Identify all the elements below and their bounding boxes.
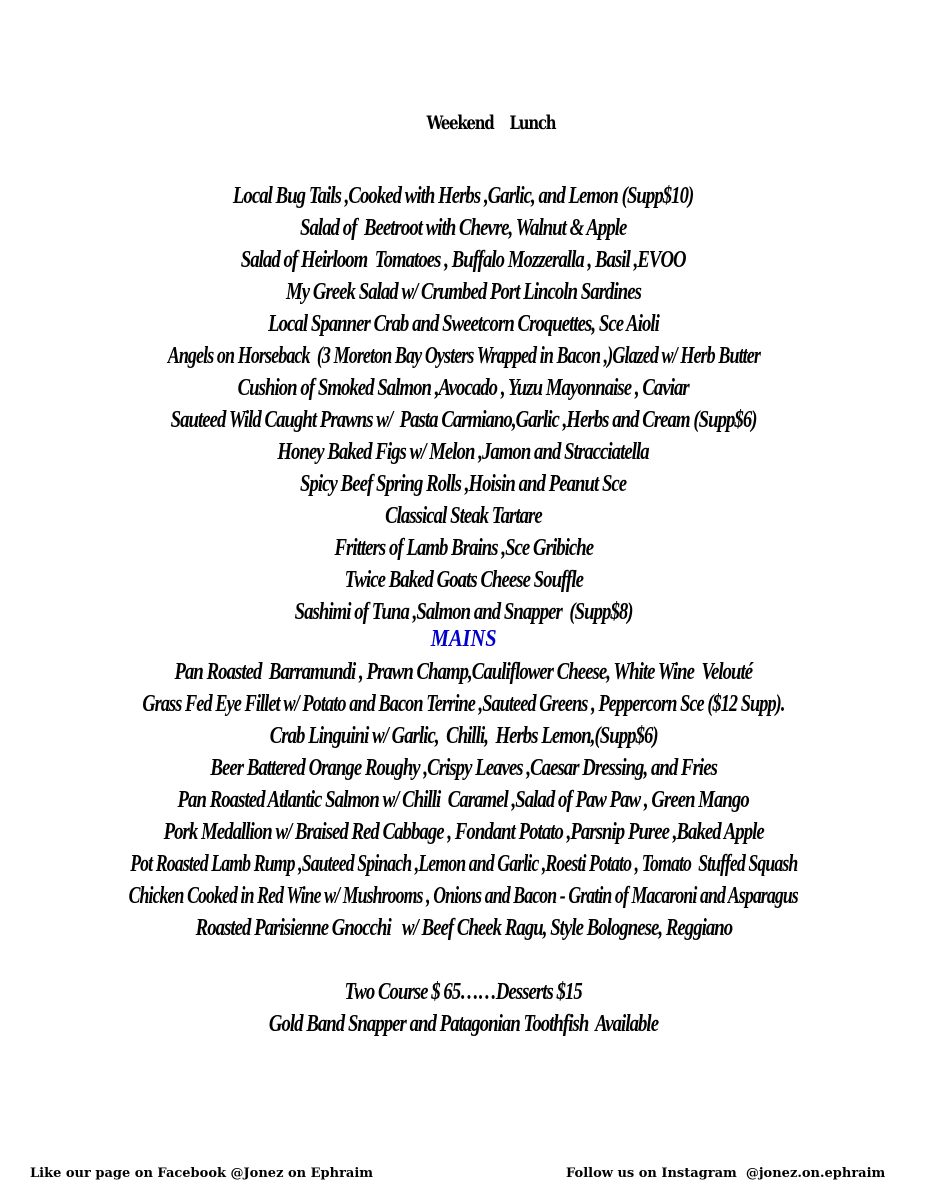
entree-item-12 <box>0 532 927 564</box>
main-item-3 <box>0 720 927 752</box>
availability-line <box>0 1008 927 1040</box>
main-item-text: Roasted Parisienne Gnocchi w/ Beef Cheek Ragu, Style Bolognese, Reggiano <box>195 915 732 941</box>
mains-heading-text: MAINS <box>430 626 497 652</box>
main-item-8 <box>0 880 927 912</box>
entree-item-8 <box>0 404 927 436</box>
entree-item-9 <box>0 436 927 468</box>
entree-item-text: Classical Steak Tartare <box>385 503 542 529</box>
main-item-text: Pan Roasted Barramundi , Prawn Champ,Cauliflower Cheese, White Wine Velouté <box>174 659 753 685</box>
instagram-footer: Follow us on Instagram @jonez.on.ephraim <box>566 1166 886 1181</box>
mains-heading <box>0 623 927 655</box>
entree-item-text: Spicy Beef Spring Rolls ,Hoisin and Peanut Sce <box>300 471 627 497</box>
entree-item-text: Angels on Horseback (3 Moreton Bay Oysters Wrapped in Bacon ,)Glazed w/ Herb Butter <box>167 343 760 369</box>
main-item-text: Chicken Cooked in Red Wine w/ Mushrooms , Onions and Bacon - Gratin of Macaroni and Asparagus <box>128 883 799 909</box>
pricing-line <box>0 976 927 1008</box>
main-item-7 <box>0 848 927 880</box>
entree-item-6 <box>0 340 927 372</box>
main-item-4 <box>0 752 927 784</box>
main-item-text: Crab Linguini w/ Garlic, Chilli, Herbs Lemon,(Supp$6) <box>269 723 658 749</box>
main-item-2 <box>0 688 927 720</box>
entree-item-text: Cushion of Smoked Salmon ,Avocado , Yuzu Mayonnaise , Caviar <box>237 375 690 401</box>
main-item-text: Grass Fed Eye Fillet w/ Potato and Bacon Terrine ,Sauteed Greens , Peppercorn Sce ($12 Supp). <box>142 691 785 717</box>
entree-item-text: Twice Baked Goats Cheese Souffle <box>344 567 583 593</box>
entree-item-text: Salad of Beetroot with Chevre, Walnut & Apple <box>300 215 627 241</box>
entree-item-2 <box>0 212 927 244</box>
entree-item-3 <box>0 244 927 276</box>
entree-item-5 <box>0 308 927 340</box>
entree-item-text: Salad of Heirloom Tomatoes , Buffalo Mozzeralla , Basil ,EVOO <box>241 247 686 273</box>
entree-item-text: Fritters of Lamb Brains ,Sce Gribiche <box>334 535 593 561</box>
main-item-1 <box>0 656 927 688</box>
main-item-6 <box>0 816 927 848</box>
main-item-text: Pork Medallion w/ Braised Red Cabbage , Fondant Potato ,Parsnip Puree ,Baked Apple <box>163 819 764 845</box>
main-item-9 <box>0 912 927 944</box>
main-item-5 <box>0 784 927 816</box>
entree-item-text: Sashimi of Tuna ,Salmon and Snapper (Supp$8) <box>294 599 633 625</box>
entree-item-text: Local Bug Tails ,Cooked with Herbs ,Garlic, and Lemon (Supp$10) <box>233 183 694 209</box>
availability-text: Gold Band Snapper and Patagonian Toothfish Available <box>268 1011 659 1037</box>
entree-item-text: Sauteed Wild Caught Prawns w/ Pasta Carmiano,Garlic ,Herbs and Cream (Supp$6) <box>170 407 757 433</box>
menu-title: Weekend Lunch <box>426 112 556 134</box>
facebook-footer: Like our page on Facebook @Jonez on Ephraim <box>30 1166 374 1181</box>
main-item-text: Pan Roasted Atlantic Salmon w/ Chilli Caramel ,Salad of Paw Paw , Green Mango <box>177 787 750 813</box>
entree-item-4 <box>0 276 927 308</box>
entree-item-text: Honey Baked Figs w/ Melon ,Jamon and Stracciatella <box>277 439 650 465</box>
entree-item-11 <box>0 500 927 532</box>
entree-item-7 <box>0 372 927 404</box>
main-item-text: Beer Battered Orange Roughy ,Crispy Leaves ,Caesar Dressing, and Fries <box>210 755 717 781</box>
entree-item-1 <box>0 180 927 212</box>
entree-item-text: My Greek Salad w/ Crumbed Port Lincoln Sardines <box>286 279 641 305</box>
entree-item-13 <box>0 564 927 596</box>
pricing-text: Two Course $ 65……Desserts $15 <box>344 979 583 1005</box>
entree-item-text: Local Spanner Crab and Sweetcorn Croquettes, Sce Aioli <box>268 311 659 337</box>
main-item-text: Pot Roasted Lamb Rump ,Sauteed Spinach ,Lemon and Garlic ,Roesti Potato , Tomato Stuffed Squash <box>129 851 798 877</box>
entree-item-10 <box>0 468 927 500</box>
